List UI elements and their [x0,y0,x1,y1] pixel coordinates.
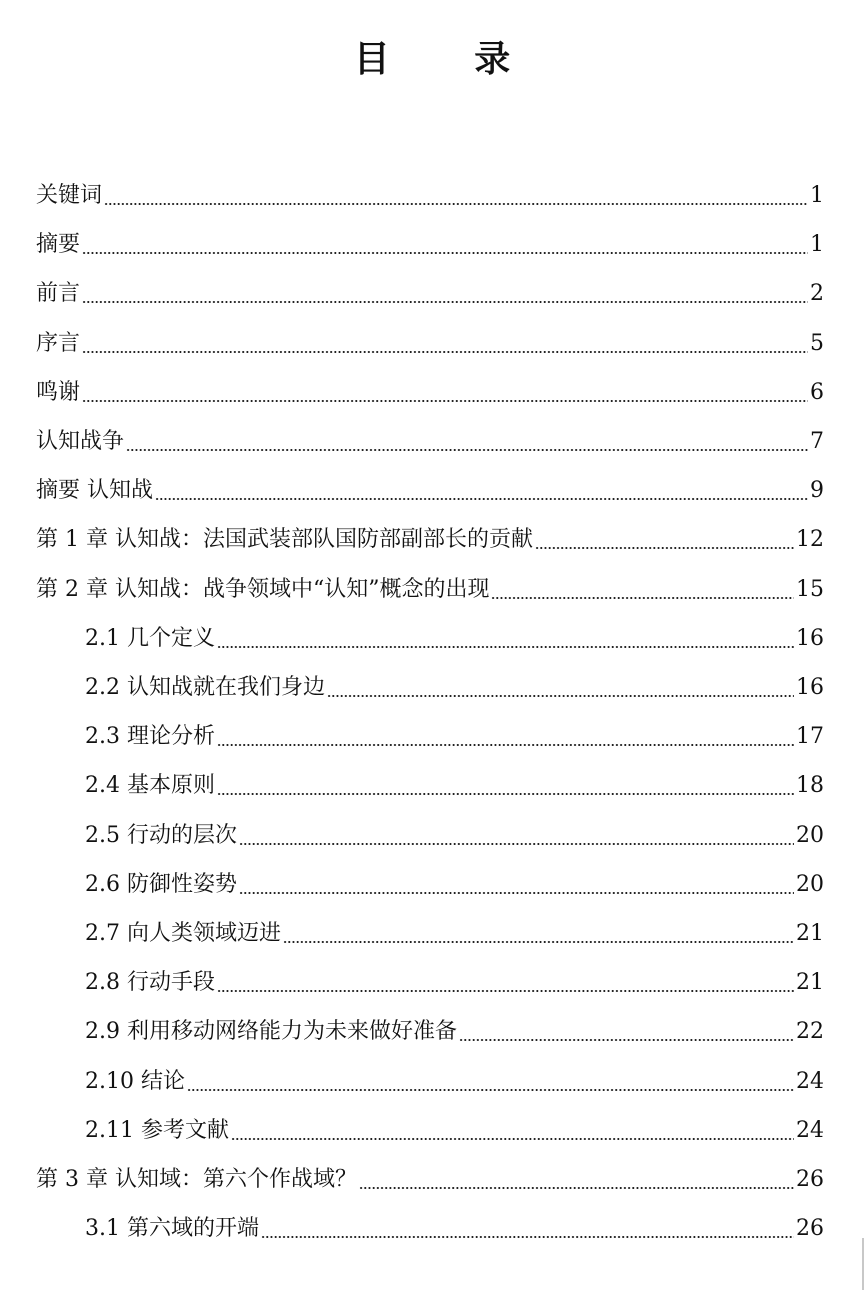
dot-leader [187,1067,794,1097]
toc-entry-page-number: 5 [810,330,824,356]
toc-entry-title: 2.7 向人类领域迈进 [85,921,281,946]
toc-entry-page-number: 20 [796,871,824,897]
toc-entry[interactable] [85,708,824,752]
toc-entry-page-number: 15 [796,576,824,602]
toc-entry-title: 摘要 [36,232,81,258]
toc-entry[interactable] [36,413,824,457]
toc-entry-title: 鸣谢 [36,379,81,405]
toc-entry[interactable] [85,757,824,801]
dot-leader [104,181,808,211]
toc-entry[interactable] [36,167,824,211]
toc-entry[interactable] [85,1200,824,1244]
toc-entry[interactable] [85,807,824,851]
toc-entry[interactable] [36,1151,824,1195]
dot-leader [82,329,808,359]
toc-entry[interactable] [36,511,824,555]
toc-entry-title: 序言 [36,330,81,356]
toc-entry[interactable] [85,1102,824,1146]
toc-entry-page-number: 21 [796,921,824,946]
toc-entry-title: 2.6 防御性姿势 [85,871,237,897]
toc-entry-title: 2.3 理论分析 [85,724,215,750]
toc-entry-page-number: 1 [810,232,824,258]
toc-entry[interactable] [85,610,824,654]
toc-entry-title: 2.2 认知战就在我们身边 [85,675,325,700]
toc-entry-page-number: 6 [810,379,824,405]
dot-leader [126,427,808,457]
toc-entry-title: 2.8 行动手段 [85,970,215,996]
toc-entry-page-number: 18 [796,773,824,799]
dot-leader [82,230,808,260]
toc-entry-page-number: 24 [796,1117,824,1143]
toc-entry-page-number: 2 [810,281,824,307]
toc-entry-title: 关键词 [36,183,103,208]
dot-leader [491,575,794,605]
dot-leader [82,378,808,408]
toc-entry-page-number: 21 [796,970,824,996]
toc-entry-title: 前言 [36,281,81,307]
dot-leader [217,771,794,801]
page-title: 目 录 [353,39,547,80]
toc-entry-page-number: 20 [796,822,824,848]
toc-entry-title: 第 1 章 认知战：法国武装部队国防部副部长的贡献 [36,527,533,553]
toc-entry[interactable] [36,561,824,605]
toc-entry[interactable] [36,265,824,309]
toc-entry-title: 摘要 认知战 [36,478,153,504]
toc-entry-page-number: 9 [810,478,824,504]
toc-entry-page-number: 7 [810,429,824,454]
toc-entry[interactable] [36,462,824,506]
dot-leader [261,1214,794,1244]
dot-leader [217,624,794,654]
toc-entry-title: 2.11 参考文献 [85,1117,229,1143]
toc-entry-page-number: 16 [796,675,824,700]
toc-entry[interactable] [85,954,824,998]
dot-leader [217,722,794,752]
toc-entry-page-number: 22 [796,1019,824,1045]
dot-leader [217,968,794,998]
toc-entry[interactable] [85,1003,824,1047]
toc-entry[interactable] [85,856,824,900]
toc-entry-title: 第 3 章 认知域：第六个作战域？ [36,1167,357,1192]
toc-entry-title: 2.5 行动的层次 [85,822,237,848]
dot-leader [459,1017,794,1047]
dot-leader [327,673,794,703]
toc-entry-page-number: 16 [796,625,824,651]
toc-entry[interactable] [36,315,824,359]
dot-leader [283,919,794,949]
toc-entry-page-number: 26 [796,1216,824,1242]
toc-entry[interactable] [85,905,824,949]
toc-entry-title: 2.4 基本原则 [85,773,215,799]
toc-entry-title: 2.1 几个定义 [85,625,215,651]
toc-entry-title: 2.9 利用移动网络能力为未来做好准备 [85,1019,457,1045]
toc-entry-page-number: 26 [796,1167,824,1192]
toc-entry-title: 2.10 结论 [85,1068,185,1094]
toc-entry[interactable] [85,659,824,703]
toc-entry-page-number: 17 [796,724,824,750]
toc-entry-page-number: 24 [796,1068,824,1094]
dot-leader [239,870,794,900]
toc-entry-page-number: 12 [796,527,824,553]
dot-leader [155,476,808,506]
toc-entry-title: 认知战争 [36,429,125,454]
toc-entry-title: 第 2 章 认知战：战争领域中“认知”概念的出现 [36,576,490,602]
dot-leader [82,279,808,309]
toc-entry-page-number: 1 [810,183,824,208]
dot-leader [231,1116,794,1146]
dot-leader [239,821,794,851]
toc-entry[interactable] [36,216,824,260]
toc-entry-title: 3.1 第六域的开端 [85,1216,259,1242]
toc-entry[interactable] [85,1053,824,1097]
dot-leader [359,1165,794,1195]
dot-leader [535,525,794,555]
toc-entry[interactable] [36,364,824,408]
